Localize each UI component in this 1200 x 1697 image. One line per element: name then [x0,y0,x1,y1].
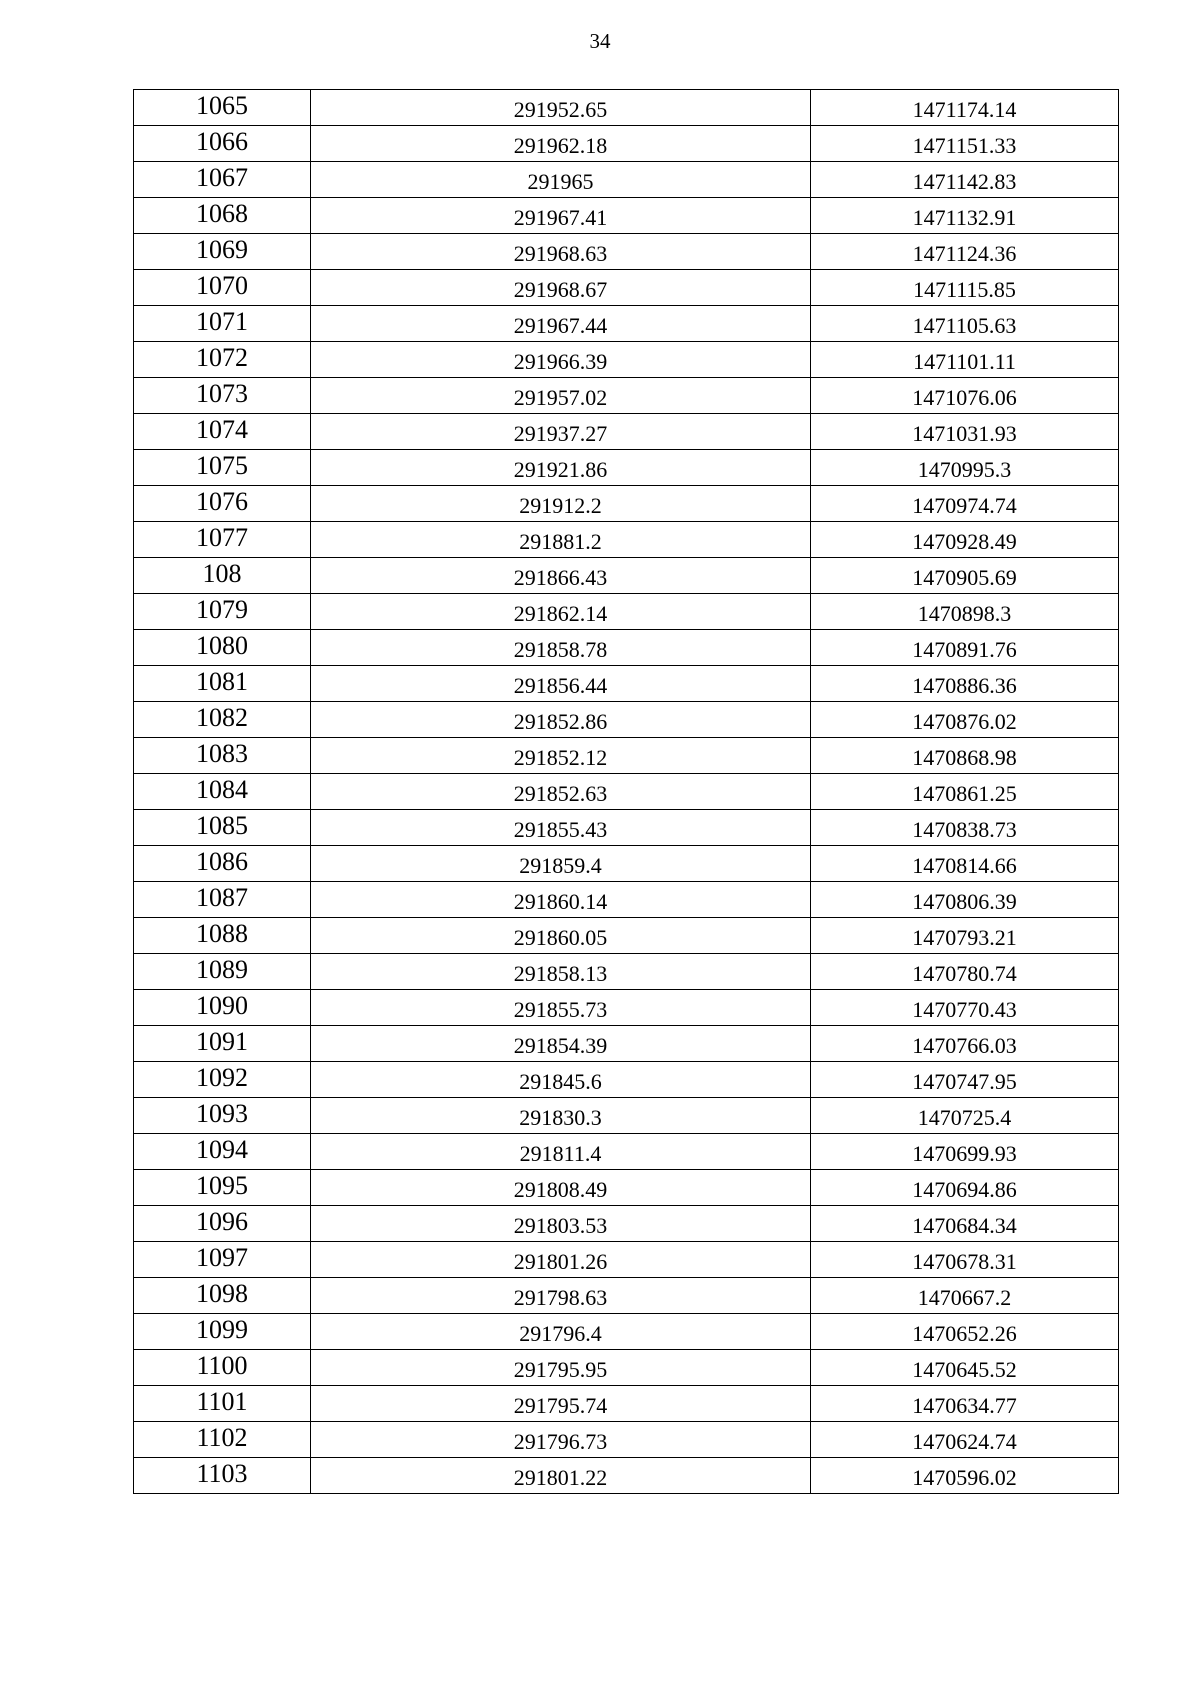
y-coordinate-cell-text: 1470725.4 [917,1105,1012,1130]
point-id-cell [134,954,311,990]
point-id-cell [134,774,311,810]
y-coordinate-cell [811,882,1119,918]
x-coordinate-cell [311,1062,811,1098]
x-coordinate-cell [311,738,811,774]
y-coordinate-cell-text: 1470838.73 [912,817,1017,842]
point-id-cell [134,918,311,954]
y-coordinate-cell-text: 1470891.76 [912,637,1017,662]
table-row [134,450,1119,486]
point-id-cell-text: 1101 [196,1387,248,1416]
point-id-cell [134,1458,311,1494]
x-coordinate-cell [311,774,811,810]
point-id-cell [134,666,311,702]
x-coordinate-cell [311,90,811,126]
x-coordinate-cell-text: 291796.73 [513,1429,608,1454]
point-id-cell [134,882,311,918]
table-row [134,414,1119,450]
x-coordinate-cell-text: 291852.86 [513,709,608,734]
table-row [134,702,1119,738]
x-coordinate-cell [311,1422,811,1458]
y-coordinate-cell [811,1458,1119,1494]
point-id-cell-text: 1082 [196,703,248,732]
table-row [134,1314,1119,1350]
x-coordinate-cell-text: 291803.53 [513,1213,608,1238]
y-coordinate-cell-text: 1470793.21 [912,925,1017,950]
point-id-cell-text: 1092 [196,1063,248,1092]
y-coordinate-cell [811,666,1119,702]
point-id-cell [134,990,311,1026]
point-id-cell-text: 1089 [196,955,248,984]
y-coordinate-cell-text: 1470694.86 [912,1177,1017,1202]
x-coordinate-cell-text: 291866.43 [513,565,608,590]
y-coordinate-cell-text: 1470876.02 [912,709,1017,734]
x-coordinate-cell-text: 291830.3 [519,1105,602,1130]
coordinates-table [133,89,1119,1494]
point-id-cell [134,522,311,558]
point-id-cell-text: 1096 [196,1207,248,1236]
y-coordinate-cell [811,342,1119,378]
table-row [134,1170,1119,1206]
point-id-cell-text: 1088 [196,919,248,948]
y-coordinate-cell [811,486,1119,522]
y-coordinate-cell [811,630,1119,666]
x-coordinate-cell [311,414,811,450]
point-id-cell [134,270,311,306]
table-row [134,270,1119,306]
page-number: 34 [589,29,611,53]
y-coordinate-cell [811,450,1119,486]
x-coordinate-cell-text: 291962.18 [513,133,608,158]
x-coordinate-cell-text: 291801.22 [513,1465,608,1490]
point-id-cell [134,810,311,846]
x-coordinate-cell-text: 291855.43 [513,817,608,842]
y-coordinate-cell [811,558,1119,594]
point-id-cell-text: 1070 [196,271,248,300]
table-row [134,378,1119,414]
x-coordinate-cell [311,882,811,918]
y-coordinate-cell [811,1026,1119,1062]
point-id-cell [134,342,311,378]
x-coordinate-cell [311,1278,811,1314]
point-id-cell-text: 1091 [196,1027,248,1056]
y-coordinate-cell-text: 1471115.85 [913,277,1016,302]
x-coordinate-cell [311,1170,811,1206]
y-coordinate-cell-text: 1470928.49 [912,529,1017,554]
y-coordinate-cell [811,738,1119,774]
x-coordinate-cell-text: 291965 [527,169,594,194]
x-coordinate-cell-text: 291967.44 [513,313,608,338]
point-id-cell [134,1026,311,1062]
y-coordinate-cell-text: 1470667.2 [917,1285,1012,1310]
x-coordinate-cell [311,1206,811,1242]
table-row [134,594,1119,630]
y-coordinate-cell [811,810,1119,846]
y-coordinate-cell-text: 1470770.43 [912,997,1017,1022]
y-coordinate-cell-text: 1470780.74 [912,961,1017,986]
point-id-cell-text: 1066 [196,127,248,156]
point-id-cell [134,1278,311,1314]
table-row [134,1242,1119,1278]
point-id-cell [134,1242,311,1278]
y-coordinate-cell [811,1242,1119,1278]
point-id-cell-text: 1073 [196,379,248,408]
x-coordinate-cell [311,1134,811,1170]
x-coordinate-cell [311,666,811,702]
coordinates-table-body [134,90,1119,1494]
point-id-cell-text: 1097 [196,1243,248,1272]
y-coordinate-cell-text: 1470678.31 [912,1249,1017,1274]
y-coordinate-cell [811,1062,1119,1098]
y-coordinate-cell [811,126,1119,162]
x-coordinate-cell-text: 291968.63 [513,241,608,266]
point-id-cell [134,1206,311,1242]
table-row [134,90,1119,126]
x-coordinate-cell [311,378,811,414]
y-coordinate-cell [811,954,1119,990]
table-row [134,918,1119,954]
x-coordinate-cell-text: 291859.4 [519,853,602,878]
table-row [134,126,1119,162]
table-row [134,558,1119,594]
y-coordinate-cell-text: 1470905.69 [912,565,1017,590]
y-coordinate-cell [811,774,1119,810]
y-coordinate-cell-text: 1470634.77 [912,1393,1017,1418]
y-coordinate-cell-text: 1471031.93 [912,421,1017,446]
y-coordinate-cell-text: 1471142.83 [912,169,1017,194]
point-id-cell-text: 1100 [196,1351,248,1380]
point-id-cell [134,450,311,486]
y-coordinate-cell-text: 1471151.33 [912,133,1017,158]
x-coordinate-cell [311,306,811,342]
point-id-cell [134,702,311,738]
x-coordinate-cell-text: 291862.14 [513,601,608,626]
x-coordinate-cell-text: 291968.67 [513,277,608,302]
x-coordinate-cell-text: 291860.05 [513,925,608,950]
point-id-cell [134,414,311,450]
x-coordinate-cell-text: 291852.63 [513,781,608,806]
table-row [134,1278,1119,1314]
point-id-cell [134,1422,311,1458]
point-id-cell-text: 1071 [196,307,248,336]
y-coordinate-cell-text: 1470995.3 [917,457,1012,482]
point-id-cell-text: 1074 [196,415,248,444]
point-id-cell-text: 1085 [196,811,248,840]
table-row [134,954,1119,990]
point-id-cell [134,630,311,666]
point-id-cell [134,162,311,198]
point-id-cell-text: 1069 [196,235,248,264]
point-id-cell-text: 1093 [196,1099,248,1128]
point-id-cell-text: 1094 [196,1135,248,1164]
point-id-cell-text: 1090 [196,991,248,1020]
y-coordinate-cell [811,990,1119,1026]
y-coordinate-cell [811,306,1119,342]
y-coordinate-cell [811,846,1119,882]
table-row [134,1386,1119,1422]
x-coordinate-cell-text: 291856.44 [513,673,608,698]
table-row [134,1458,1119,1494]
table-row [134,486,1119,522]
point-id-cell-text: 1065 [196,91,248,120]
point-id-cell-text: 1081 [196,667,248,696]
x-coordinate-cell-text: 291801.26 [513,1249,608,1274]
y-coordinate-cell [811,1098,1119,1134]
point-id-cell [134,558,311,594]
x-coordinate-cell-text: 291860.14 [513,889,608,914]
y-coordinate-cell-text: 1471105.63 [912,313,1017,338]
x-coordinate-cell [311,810,811,846]
x-coordinate-cell [311,126,811,162]
x-coordinate-cell-text: 291855.73 [513,997,608,1022]
x-coordinate-cell [311,594,811,630]
point-id-cell [134,1314,311,1350]
point-id-cell [134,378,311,414]
y-coordinate-cell [811,1422,1119,1458]
y-coordinate-cell [811,594,1119,630]
x-coordinate-cell [311,1026,811,1062]
x-coordinate-cell [311,1242,811,1278]
x-coordinate-cell-text: 291881.2 [519,529,602,554]
x-coordinate-cell-text: 291912.2 [519,493,602,518]
table-row [134,882,1119,918]
table-row [134,1026,1119,1062]
y-coordinate-cell [811,522,1119,558]
point-id-cell-text: 1079 [196,595,248,624]
y-coordinate-cell-text: 1471076.06 [912,385,1017,410]
x-coordinate-cell-text: 291795.74 [513,1393,608,1418]
table-row [134,1098,1119,1134]
x-coordinate-cell-text: 291795.95 [513,1357,608,1382]
y-coordinate-cell-text: 1470596.02 [912,1465,1017,1490]
x-coordinate-cell [311,1350,811,1386]
y-coordinate-cell-text: 1470624.74 [912,1429,1017,1454]
point-id-cell [134,1386,311,1422]
y-coordinate-cell [811,1206,1119,1242]
y-coordinate-cell [811,1314,1119,1350]
x-coordinate-cell [311,342,811,378]
point-id-cell [134,126,311,162]
y-coordinate-cell-text: 1471101.11 [913,349,1016,374]
y-coordinate-cell-text: 1471174.14 [912,97,1017,122]
y-coordinate-cell [811,1278,1119,1314]
y-coordinate-cell-text: 1470814.66 [912,853,1017,878]
table-row [134,738,1119,774]
table-row [134,1062,1119,1098]
x-coordinate-cell-text: 291921.86 [513,457,608,482]
x-coordinate-cell [311,486,811,522]
x-coordinate-cell-text: 291845.6 [519,1069,602,1094]
y-coordinate-cell [811,1350,1119,1386]
x-coordinate-cell-text: 291858.13 [513,961,608,986]
y-coordinate-cell-text: 1470645.52 [912,1357,1017,1382]
table-row [134,846,1119,882]
x-coordinate-cell [311,450,811,486]
y-coordinate-cell-text: 1470806.39 [912,889,1017,914]
point-id-cell-text: 1086 [196,847,248,876]
point-id-cell-text: 1098 [196,1279,248,1308]
table-row [134,306,1119,342]
point-id-cell-text: 1095 [196,1171,248,1200]
point-id-cell [134,1170,311,1206]
y-coordinate-cell-text: 1470861.25 [912,781,1017,806]
point-id-cell-text: 1084 [196,775,248,804]
point-id-cell [134,1062,311,1098]
point-id-cell-text: 1087 [196,883,248,912]
x-coordinate-cell [311,954,811,990]
point-id-cell-text: 1083 [196,739,248,768]
x-coordinate-cell [311,990,811,1026]
point-id-cell-text: 1075 [196,451,248,480]
y-coordinate-cell-text: 1470747.95 [912,1069,1017,1094]
x-coordinate-cell-text: 291854.39 [513,1033,608,1058]
point-id-cell [134,594,311,630]
x-coordinate-cell [311,1458,811,1494]
y-coordinate-cell-text: 1470684.34 [912,1213,1017,1238]
table-row [134,630,1119,666]
table-row [134,774,1119,810]
table-row [134,522,1119,558]
y-coordinate-cell [811,1170,1119,1206]
point-id-cell-text: 1099 [196,1315,248,1344]
table-row [134,198,1119,234]
y-coordinate-cell [811,1386,1119,1422]
x-coordinate-cell [311,630,811,666]
y-coordinate-cell [811,90,1119,126]
y-coordinate-cell [811,234,1119,270]
table-row [134,990,1119,1026]
point-id-cell [134,198,311,234]
y-coordinate-cell-text: 1470652.26 [912,1321,1017,1346]
table-row [134,1206,1119,1242]
point-id-cell-text: 108 [202,559,242,588]
x-coordinate-cell-text: 291852.12 [513,745,608,770]
x-coordinate-cell [311,846,811,882]
point-id-cell-text: 1067 [196,163,248,192]
x-coordinate-cell-text: 291858.78 [513,637,608,662]
x-coordinate-cell-text: 291808.49 [513,1177,608,1202]
x-coordinate-cell-text: 291966.39 [513,349,608,374]
y-coordinate-cell [811,270,1119,306]
point-id-cell-text: 1076 [196,487,248,516]
x-coordinate-cell [311,918,811,954]
table-row [134,234,1119,270]
x-coordinate-cell [311,234,811,270]
point-id-cell [134,486,311,522]
x-coordinate-cell-text: 291957.02 [513,385,608,410]
table-row [134,810,1119,846]
y-coordinate-cell [811,414,1119,450]
x-coordinate-cell-text: 291811.4 [519,1141,602,1166]
table-row [134,1350,1119,1386]
y-coordinate-cell-text: 1470898.3 [917,601,1012,626]
x-coordinate-cell-text: 291952.65 [513,97,608,122]
x-coordinate-cell-text: 291798.63 [513,1285,608,1310]
x-coordinate-cell [311,522,811,558]
y-coordinate-cell [811,162,1119,198]
point-id-cell-text: 1068 [196,199,248,228]
point-id-cell [134,90,311,126]
point-id-cell [134,306,311,342]
x-coordinate-cell [311,1386,811,1422]
y-coordinate-cell-text: 1470886.36 [912,673,1017,698]
y-coordinate-cell-text: 1471132.91 [912,205,1017,230]
x-coordinate-cell-text: 291967.41 [513,205,608,230]
x-coordinate-cell [311,198,811,234]
x-coordinate-cell [311,162,811,198]
x-coordinate-cell [311,270,811,306]
y-coordinate-cell-text: 1470766.03 [912,1033,1017,1058]
point-id-cell [134,1134,311,1170]
y-coordinate-cell [811,918,1119,954]
x-coordinate-cell [311,558,811,594]
x-coordinate-cell [311,1098,811,1134]
point-id-cell-text: 1103 [196,1459,248,1488]
point-id-cell [134,846,311,882]
y-coordinate-cell [811,198,1119,234]
y-coordinate-cell-text: 1470974.74 [912,493,1017,518]
point-id-cell-text: 1072 [196,343,248,372]
point-id-cell-text: 1102 [196,1423,248,1452]
point-id-cell [134,234,311,270]
point-id-cell [134,1350,311,1386]
x-coordinate-cell [311,1314,811,1350]
x-coordinate-cell-text: 291796.4 [519,1321,602,1346]
y-coordinate-cell [811,702,1119,738]
point-id-cell [134,1098,311,1134]
point-id-cell [134,738,311,774]
y-coordinate-cell-text: 1471124.36 [912,241,1017,266]
table-row [134,1422,1119,1458]
table-row [134,1134,1119,1170]
y-coordinate-cell [811,1134,1119,1170]
point-id-cell-text: 1077 [196,523,248,552]
x-coordinate-cell [311,702,811,738]
table-row [134,162,1119,198]
y-coordinate-cell [811,378,1119,414]
table-row [134,342,1119,378]
table-row [134,666,1119,702]
y-coordinate-cell-text: 1470868.98 [912,745,1017,770]
x-coordinate-cell-text: 291937.27 [513,421,608,446]
point-id-cell-text: 1080 [196,631,248,660]
y-coordinate-cell-text: 1470699.93 [912,1141,1017,1166]
